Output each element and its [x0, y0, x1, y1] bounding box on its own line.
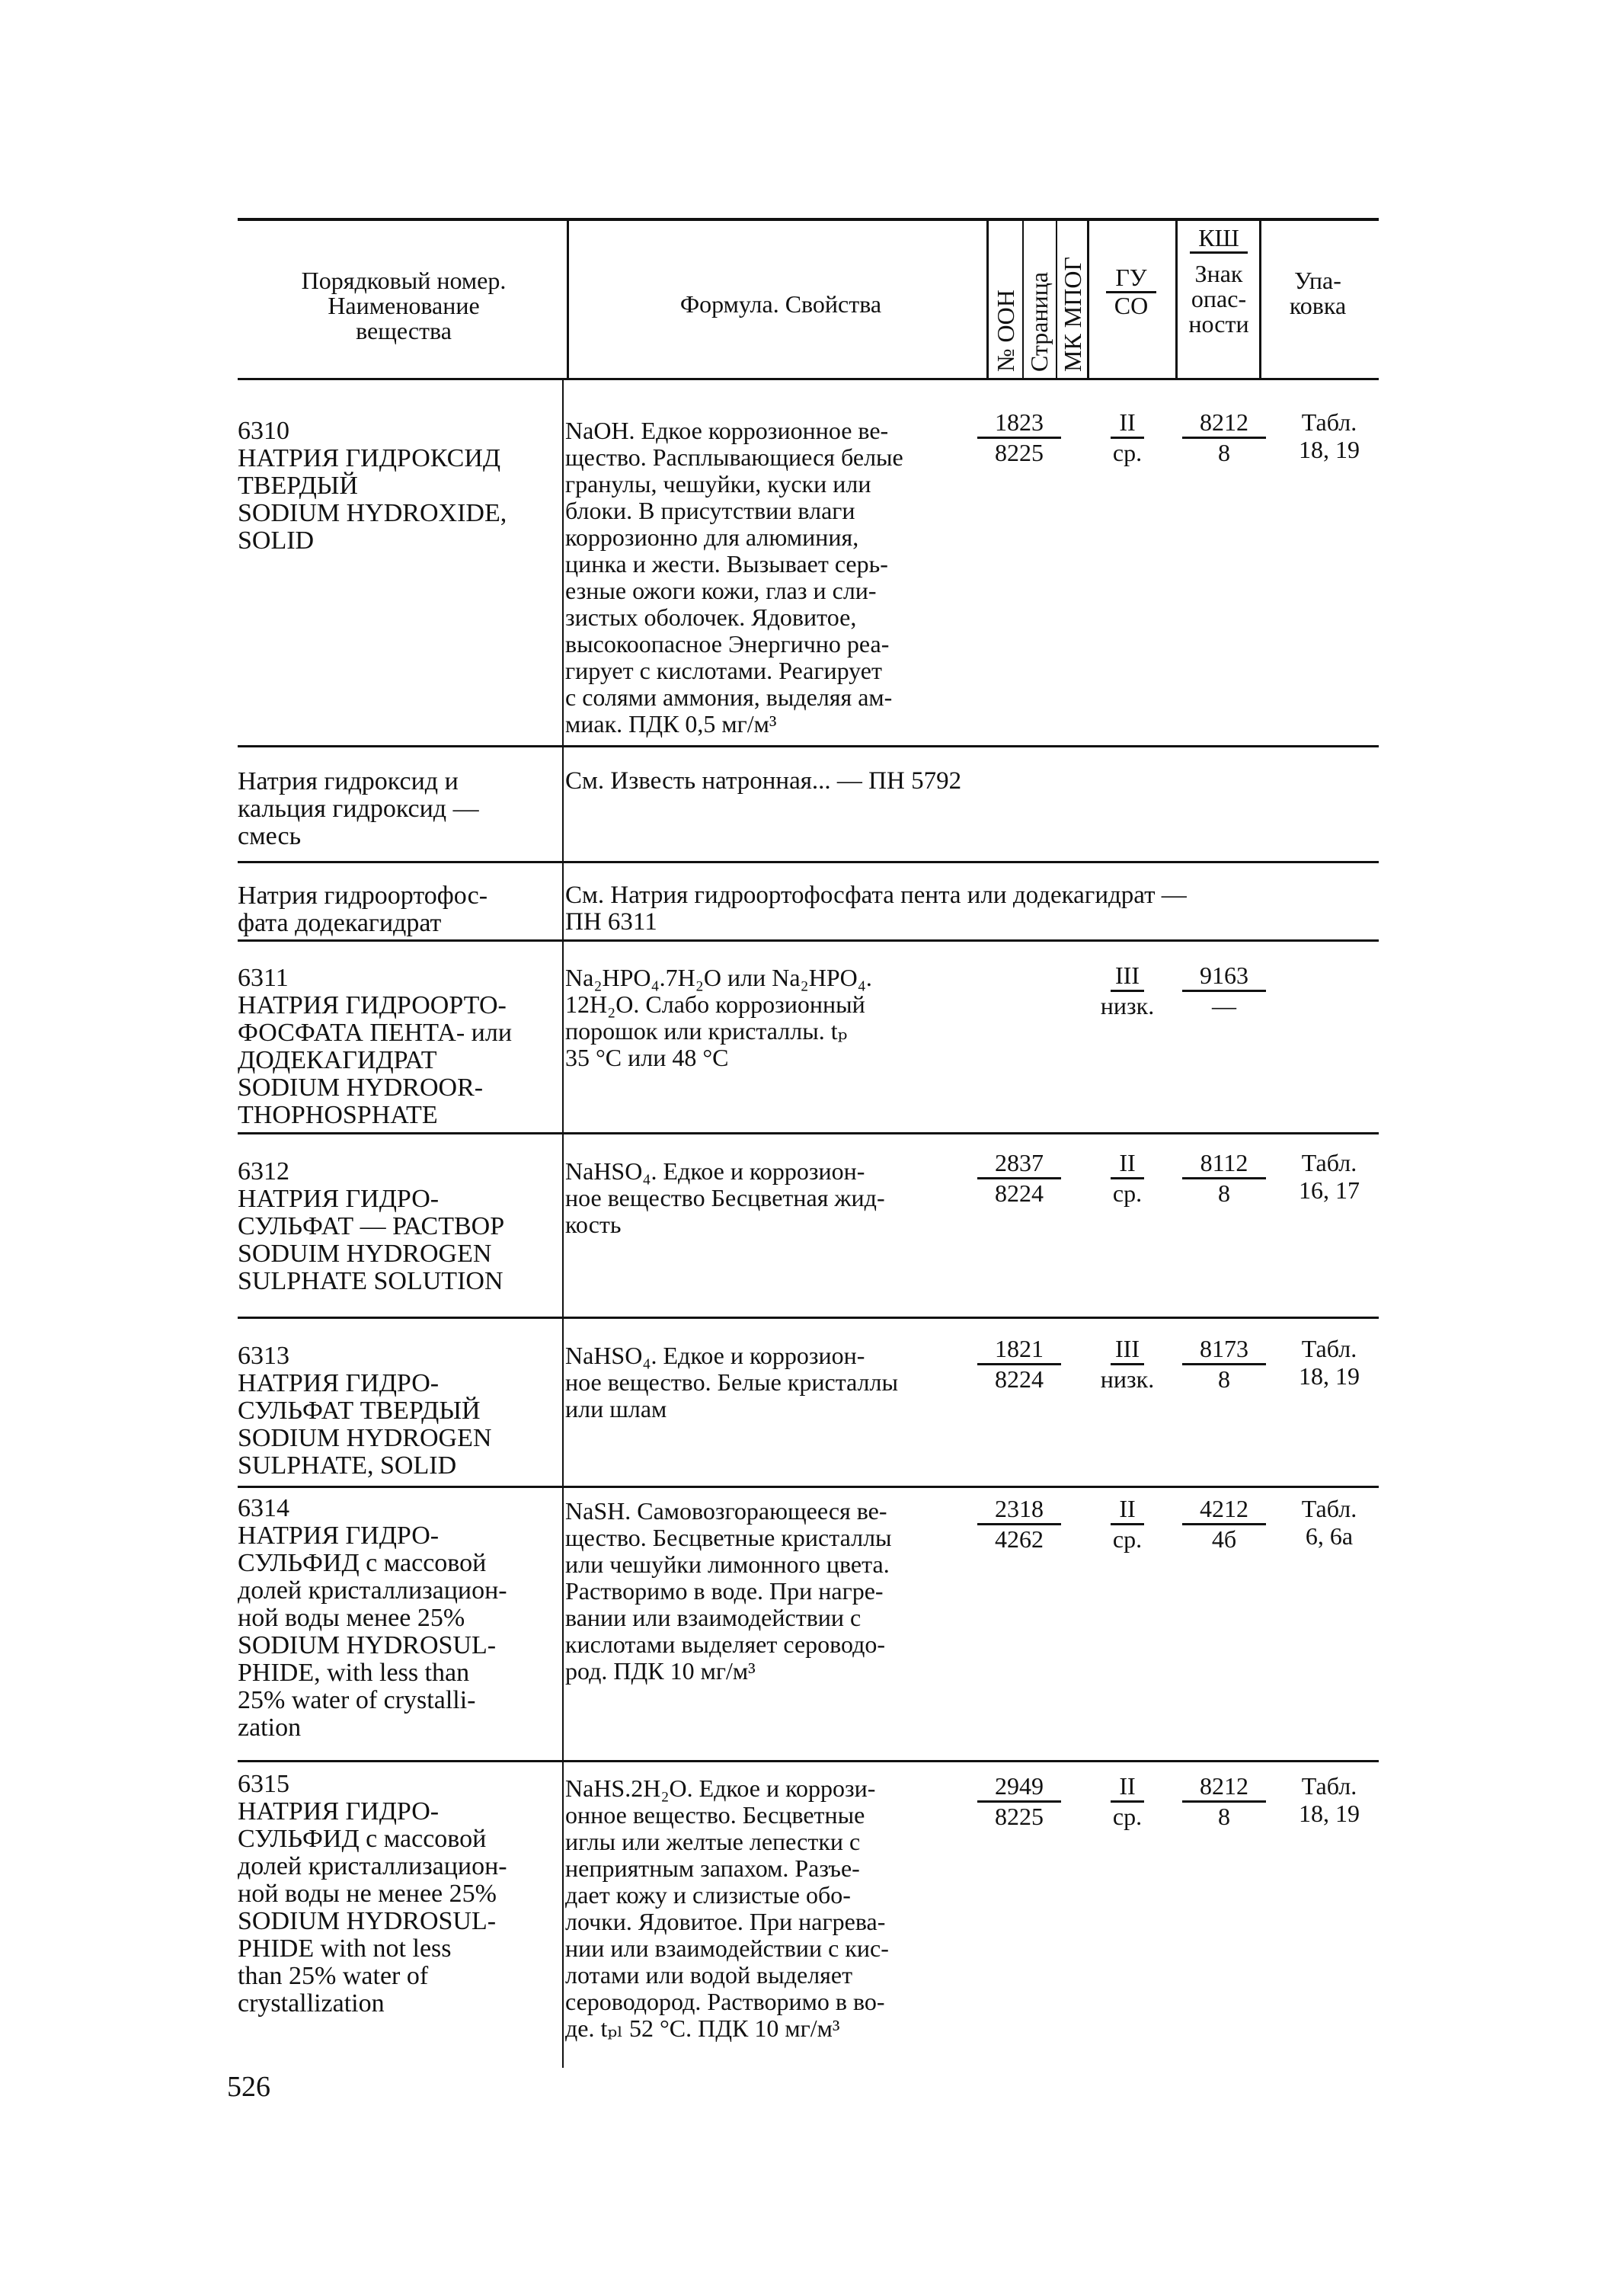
header-ksh-sign-line2: опас-	[1191, 285, 1247, 312]
row-6310-formula: NaOH. Едкое коррозионное ве- щество. Расплывающиеся белые гранулы, чешуйки, куски или блоки. В присутствии влаги коррозионно для алюминия, цинка и жести. Вызывает серь- езные ожоги кожи, глаз и сли- зистых оболочек. Ядовитое, высокоопасное Энергично реа- гирует с кислотами. Реагирует с солями аммония, выделяя ам- миак. ПДК 0,5 мг/м³	[565, 417, 903, 738]
row-6312-sign: 8	[1218, 1179, 1230, 1207]
row-6312-page: 8224	[995, 1179, 1044, 1207]
body-divider	[562, 380, 564, 2068]
row-6313-rule	[238, 1486, 1379, 1488]
row-6313-gu-value: III	[1111, 1335, 1144, 1365]
row-6312-un-value: 2837	[977, 1149, 1061, 1179]
row-6314-page: 4262	[995, 1525, 1044, 1553]
row-6315-ksh	[1182, 1772, 1266, 1830]
row-6310-ksh	[1182, 408, 1266, 466]
header-col-mk: МК МПОГ	[1059, 257, 1086, 372]
row-mix-rule	[238, 861, 1379, 863]
row-6313-ksh	[1182, 1335, 1266, 1393]
row-6314-un-value: 2318	[977, 1495, 1061, 1525]
header-divider-2b	[1022, 219, 1024, 378]
header-ksh-top: КШ	[1190, 226, 1248, 254]
row-6310-un	[977, 408, 1061, 466]
row-dodeca-formula: См. Натрия гидроортофосфата пента или додекагидрат — ПН 6311	[565, 882, 1187, 936]
row-6311-name: 6311 НАТРИЯ ГИДРООРТО- ФОСФАТА ПЕНТА- или ДОДЕКАГИДРАТ SODIUM HYDROOR- THOPHOSPHATE	[238, 964, 513, 1129]
header-divider-3	[1087, 219, 1089, 378]
row-6311-rule	[238, 1132, 1379, 1134]
row-6312-gu-value: II	[1111, 1149, 1144, 1179]
row-6314-co-value: ср.	[1112, 1525, 1143, 1553]
header-col-name-line1: Порядковый номер.	[301, 267, 507, 294]
row-6312-gu	[1097, 1149, 1158, 1207]
row-6310-ksh-value: 8212	[1182, 408, 1266, 439]
row-6315-un-value: 2949	[977, 1772, 1061, 1803]
row-6310-name: 6310 НАТРИЯ ГИДРОКСИД ТВЕРДЫЙ SODIUM HYDROXIDE, SOLID	[238, 417, 507, 555]
row-6315-pack: Табл. 18, 19	[1299, 1772, 1360, 1827]
row-6314-ksh-value: 4212	[1182, 1495, 1266, 1525]
row-6315-gu-value: II	[1111, 1772, 1144, 1803]
row-mix-formula: См. Известь натронная... — ПН 5792	[565, 767, 962, 795]
top-rule	[238, 218, 1379, 221]
row-6312-co-value: ср.	[1112, 1179, 1143, 1207]
row-6310-pack: Табл. 18, 19	[1299, 408, 1360, 463]
header-ksh-sign-line3: ности	[1188, 310, 1249, 338]
row-6313-formula: NaHSO₄. Едкое и коррозион- ное вещество. Белые кристаллы или шлам	[565, 1342, 898, 1422]
row-6310-rule	[238, 745, 1379, 747]
row-6310-un-value: 1823	[977, 408, 1061, 439]
row-6311-formula: Na₂HPO₄.7H₂O или Na₂HPO₄. 12H₂O. Слабо коррозионный порошок или кристаллы. tₚ 35 °С или 48 °С	[565, 964, 872, 1071]
row-6310-co-value: ср.	[1112, 439, 1143, 466]
row-6313-co-value: низк.	[1100, 1365, 1155, 1393]
header-col-page: Страница	[1025, 271, 1053, 372]
row-6313-un	[977, 1335, 1061, 1393]
row-6315-sign: 8	[1218, 1803, 1230, 1830]
header-col-formula: Формула. Свойства	[679, 290, 882, 318]
row-6312-rule	[238, 1317, 1379, 1319]
header-col-name	[251, 268, 556, 344]
row-6315-gu	[1097, 1772, 1158, 1830]
row-6314-sign: 4б	[1211, 1525, 1237, 1553]
row-6312-name: 6312 НАТРИЯ ГИДРО- СУЛЬФАТ — РАСТВОР SODUIM HYDROGEN SULPHATE SOLUTION	[238, 1157, 505, 1295]
row-6310-page: 8225	[995, 439, 1044, 466]
row-6315-ksh-value: 8212	[1182, 1772, 1266, 1803]
row-dodeca-rule	[238, 939, 1379, 942]
row-mix-name: Натрия гидроксид и кальция гидроксид — смесь	[238, 767, 479, 850]
row-6312-ksh	[1182, 1149, 1266, 1207]
row-6313-un-value: 1821	[977, 1335, 1061, 1365]
row-6315-formula: NaHS.2H₂O. Едкое и коррози- онное вещество. Бесцветные иглы или желтые лепестки с неприятным запахом. Разъе- дает кожу и слизистые обо- лочки. Ядовитое. При нагрева- нии или взаимодействии с кис- лотами или водой выделяет сероводород. Растворимо в во- де. tₚₗ 52 °С. ПДК 10 мг/м³	[565, 1774, 889, 2042]
header-divider-4	[1175, 219, 1178, 378]
row-6315-name: 6315 НАТРИЯ ГИДРО- СУЛЬФИД с массовой долей кристаллизацион- ной воды не менее 25% SODIUM HYDROSUL- PHIDE with not less than 25% water of crystallization	[238, 1770, 507, 2018]
header-pack-line1: Упа-	[1294, 267, 1341, 294]
row-6314-name: 6314 НАТРИЯ ГИДРО- СУЛЬФИД с массовой долей кристаллизацион- ной воды менее 25% SODIUM HYDROSUL- PHIDE, with less than 25% water of crystalli- zation	[238, 1494, 507, 1742]
row-6311-gu-value: III	[1111, 962, 1144, 992]
row-6314-gu-value: II	[1111, 1495, 1144, 1525]
row-6313-gu	[1089, 1335, 1165, 1393]
header-pack-line2: ковка	[1289, 292, 1347, 319]
row-6313-pack: Табл. 18, 19	[1299, 1335, 1360, 1390]
row-6314-gu	[1097, 1495, 1158, 1553]
header-col-pack	[1264, 268, 1371, 318]
row-6310-gu	[1097, 408, 1158, 466]
header-bottom-rule	[238, 378, 1379, 380]
header-divider-2c	[1056, 219, 1057, 378]
row-6314-formula: NaSH. Самовозгорающееся ве- щество. Бесцветные кристаллы или чешуйки лимонного цвета. Растворимо в воде. При нагре- вании или взаимодействии с кислотами выделяет сероводо- род. ПДК 10 мг/м³	[565, 1497, 892, 1685]
header-col-gu	[1091, 265, 1172, 318]
row-6314-pack: Табл. 6, 6а	[1301, 1495, 1357, 1550]
row-6312-un	[977, 1149, 1061, 1207]
row-6311-ksh-value: 9163	[1182, 962, 1266, 992]
header-col-un: № ООН	[992, 290, 1019, 372]
header-ksh-sign-line1: Знак	[1194, 260, 1243, 287]
header-col-name-line3: вещества	[356, 317, 452, 344]
row-6311-sign: —	[1212, 992, 1236, 1019]
row-6313-sign: 8	[1218, 1365, 1230, 1393]
header-divider-5	[1259, 219, 1261, 378]
header-gu-bottom: СО	[1114, 292, 1149, 319]
row-6310-sign: 8	[1218, 439, 1230, 466]
row-6311-ksh	[1182, 962, 1266, 1019]
row-6311-co-value: низк.	[1100, 992, 1155, 1019]
row-6315-page: 8225	[995, 1803, 1044, 1830]
row-6312-ksh-value: 8112	[1182, 1149, 1266, 1179]
page-number: 526	[227, 2071, 270, 2103]
row-6310-gu-value: II	[1111, 408, 1144, 439]
row-6312-pack: Табл. 16, 17	[1299, 1149, 1360, 1204]
row-6311-gu	[1089, 962, 1165, 1019]
row-dodeca-name: Натрия гидроортофос- фата додекагидрат	[238, 882, 488, 937]
row-6312-formula: NaHSO₄. Едкое и коррозион- ное вещество Бесцветная жид- кость	[565, 1157, 885, 1238]
row-6313-page: 8224	[995, 1365, 1044, 1393]
header-col-ksh	[1179, 226, 1258, 337]
header-divider-2	[986, 219, 989, 378]
row-6315-un	[977, 1772, 1061, 1830]
header-gu-top: ГУ	[1106, 265, 1156, 293]
header-divider-1	[567, 219, 569, 378]
row-6314-ksh	[1182, 1495, 1266, 1553]
row-6314-un	[977, 1495, 1061, 1553]
row-6313-ksh-value: 8173	[1182, 1335, 1266, 1365]
row-6314-rule	[238, 1760, 1379, 1762]
row-6315-co-value: ср.	[1112, 1803, 1143, 1830]
header-col-name-line2: Наименование	[328, 292, 480, 319]
row-6313-name: 6313 НАТРИЯ ГИДРО- СУЛЬФАТ ТВЕРДЫЙ SODIUM HYDROGEN SULPHATE, SOLID	[238, 1342, 492, 1480]
